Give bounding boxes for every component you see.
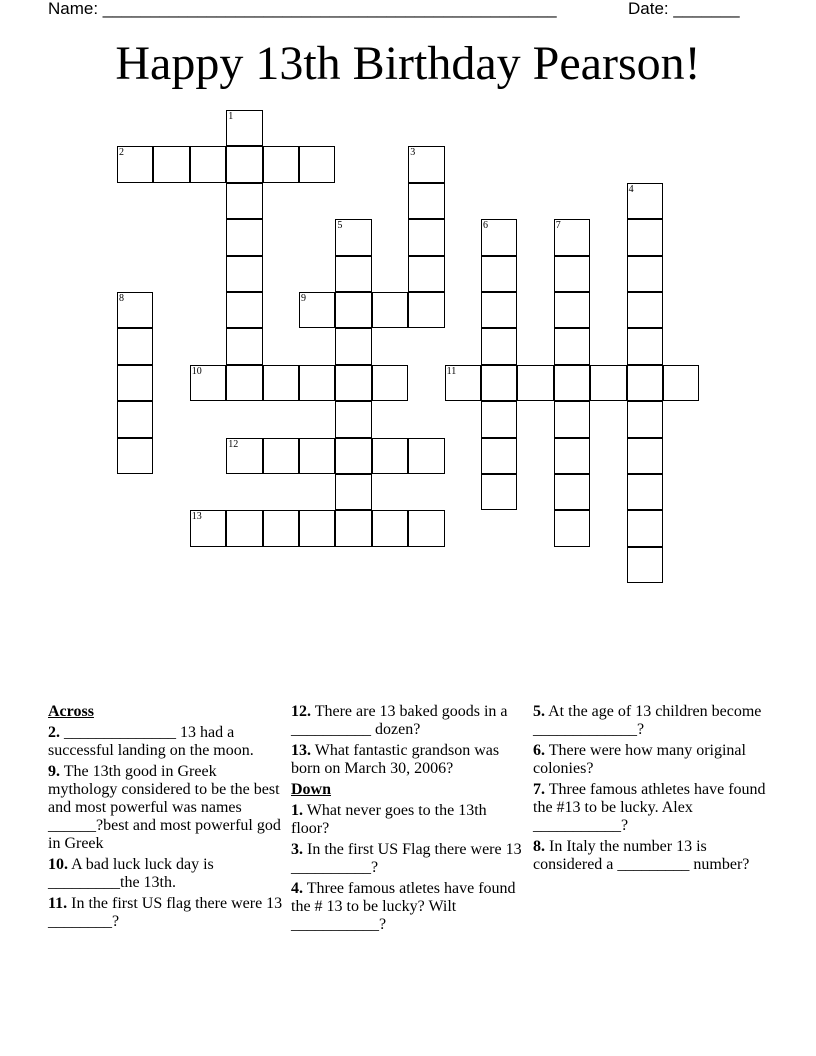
clue-number: 11. bbox=[48, 895, 68, 912]
clue-column-2 bbox=[291, 703, 527, 937]
clue-down-4 bbox=[291, 880, 527, 934]
date-field[interactable]: Date: _______ bbox=[628, 0, 740, 18]
grid-cell[interactable] bbox=[335, 438, 371, 474]
name-field[interactable]: Name: ________________________________________________ bbox=[48, 0, 557, 18]
grid-cell[interactable] bbox=[263, 146, 299, 182]
grid-cell[interactable] bbox=[117, 365, 153, 401]
clue-across-13 bbox=[291, 742, 527, 778]
clue-number: 6. bbox=[533, 742, 545, 759]
clue-text: What fantastic grandson was born on March 30, 2006? bbox=[291, 742, 500, 777]
grid-cell[interactable] bbox=[408, 438, 444, 474]
clue-number-label: 7 bbox=[555, 220, 561, 232]
grid-cell[interactable] bbox=[627, 510, 663, 546]
grid-cell[interactable] bbox=[481, 256, 517, 292]
clue-text: Three famous atletes have found the # 13 to be lucky? Wilt ___________? bbox=[291, 880, 516, 933]
grid-cell[interactable] bbox=[481, 292, 517, 328]
grid-cell[interactable] bbox=[299, 438, 335, 474]
grid-cell[interactable] bbox=[554, 292, 590, 328]
clue-number: 8. bbox=[533, 838, 545, 855]
page-title: Happy 13th Birthday Pearson! bbox=[115, 37, 701, 90]
clue-number-label: 9 bbox=[301, 293, 306, 304]
grid-cell[interactable] bbox=[117, 328, 153, 364]
clue-number-label: 13 bbox=[191, 511, 202, 523]
grid-cell[interactable] bbox=[226, 183, 262, 219]
grid-cell[interactable] bbox=[299, 365, 335, 401]
grid-cell[interactable] bbox=[335, 474, 371, 510]
grid-cell[interactable] bbox=[226, 256, 262, 292]
grid-cell[interactable] bbox=[226, 146, 262, 182]
grid-cell[interactable] bbox=[153, 146, 189, 182]
clue-number-label: 6 bbox=[483, 220, 488, 232]
grid-cell[interactable] bbox=[408, 219, 444, 255]
clue-down-3 bbox=[291, 841, 527, 877]
grid-cell[interactable] bbox=[263, 510, 299, 546]
grid-cell[interactable] bbox=[481, 365, 517, 401]
grid-cell[interactable] bbox=[554, 219, 590, 255]
grid-cell[interactable] bbox=[445, 365, 481, 401]
clue-across-10 bbox=[48, 856, 284, 892]
grid-cell[interactable] bbox=[481, 438, 517, 474]
clue-number-label: 5 bbox=[337, 220, 343, 232]
grid-cell[interactable] bbox=[627, 292, 663, 328]
grid-cell[interactable] bbox=[190, 365, 226, 401]
clue-text: At the age of 13 children become _____________? bbox=[533, 703, 762, 738]
grid-cell[interactable] bbox=[517, 365, 553, 401]
clue-text: In the first US flag there were 13 ________? bbox=[48, 895, 283, 930]
grid-cell[interactable] bbox=[627, 547, 663, 583]
grid-cell[interactable] bbox=[408, 510, 444, 546]
grid-cell[interactable] bbox=[627, 256, 663, 292]
clue-down-8 bbox=[533, 838, 769, 874]
clue-number-label: 10 bbox=[191, 365, 202, 377]
grid-cell[interactable] bbox=[372, 510, 408, 546]
grid-cell[interactable] bbox=[117, 438, 153, 474]
clue-number: 13. bbox=[291, 742, 311, 759]
clue-text: What never goes to the 13th floor? bbox=[291, 802, 487, 837]
grid-cell[interactable] bbox=[554, 328, 590, 364]
clue-text: ______________ 13 had a successful landing on the moon. bbox=[48, 724, 254, 759]
grid-cell[interactable] bbox=[554, 510, 590, 546]
grid-cell[interactable] bbox=[554, 256, 590, 292]
grid-cell[interactable] bbox=[663, 365, 699, 401]
grid-cell[interactable] bbox=[190, 510, 226, 546]
clue-text: A bad luck luck day is _________the 13th. bbox=[48, 856, 214, 891]
grid-cell[interactable] bbox=[627, 438, 663, 474]
clue-number-label: 2 bbox=[119, 147, 124, 159]
grid-cell[interactable] bbox=[335, 510, 371, 546]
grid-cell[interactable] bbox=[481, 219, 517, 255]
grid-cell[interactable] bbox=[481, 474, 517, 510]
clue-number: 1. bbox=[291, 802, 303, 819]
grid-cell[interactable] bbox=[627, 365, 663, 401]
grid-cell[interactable] bbox=[335, 256, 371, 292]
grid-cell[interactable] bbox=[226, 110, 262, 146]
grid-cell[interactable] bbox=[226, 292, 262, 328]
grid-cell[interactable] bbox=[299, 510, 335, 546]
grid-cell[interactable] bbox=[627, 474, 663, 510]
grid-cell[interactable] bbox=[299, 146, 335, 182]
grid-cell[interactable] bbox=[263, 365, 299, 401]
clue-column-3 bbox=[533, 703, 769, 877]
down-heading: Down bbox=[291, 781, 332, 798]
grid-cell[interactable] bbox=[190, 146, 226, 182]
clue-number-label: 8 bbox=[119, 293, 124, 304]
clue-text: The 13th good in Greek mythology considered to be the best and most powerful was names ______?best and most powerful god in Greek bbox=[48, 763, 281, 852]
grid-cell[interactable] bbox=[335, 292, 371, 328]
grid-cell[interactable] bbox=[226, 510, 262, 546]
clue-down-7 bbox=[533, 781, 769, 835]
clue-text: In the first US Flag there were 13 __________? bbox=[291, 841, 522, 876]
grid-cell[interactable] bbox=[627, 328, 663, 364]
across-heading: Across bbox=[48, 703, 94, 720]
grid-cell[interactable] bbox=[408, 292, 444, 328]
grid-cell[interactable] bbox=[372, 292, 408, 328]
clue-across-12 bbox=[291, 703, 527, 739]
grid-cell[interactable] bbox=[627, 401, 663, 437]
clue-number: 9. bbox=[48, 763, 60, 780]
clue-number: 7. bbox=[533, 781, 545, 798]
clue-number-label: 4 bbox=[628, 183, 634, 195]
clue-text: In Italy the number 13 is considered a _________ number? bbox=[533, 838, 750, 873]
clue-text: Three famous athletes have found the #13 to be lucky. Alex ___________? bbox=[533, 781, 766, 834]
clue-number-label: 1 bbox=[228, 111, 234, 122]
grid-cell[interactable] bbox=[627, 219, 663, 255]
grid-cell[interactable] bbox=[627, 183, 663, 219]
clue-text: There were how many original colonies? bbox=[533, 742, 746, 777]
clue-number-label: 3 bbox=[410, 147, 416, 159]
grid-cell[interactable] bbox=[226, 365, 262, 401]
clue-number: 12. bbox=[291, 703, 311, 720]
clue-down-6 bbox=[533, 742, 769, 778]
grid-cell[interactable] bbox=[117, 292, 153, 328]
grid-cell[interactable] bbox=[263, 438, 299, 474]
grid-cell[interactable] bbox=[481, 401, 517, 437]
grid-cell[interactable] bbox=[372, 438, 408, 474]
clue-across-11 bbox=[48, 895, 284, 931]
grid-cell[interactable] bbox=[408, 183, 444, 219]
grid-cell[interactable] bbox=[335, 365, 371, 401]
clue-down-5 bbox=[533, 703, 769, 739]
clue-number: 10. bbox=[48, 856, 68, 873]
clue-number: 3. bbox=[291, 841, 303, 858]
grid-cell[interactable] bbox=[117, 401, 153, 437]
clue-number-label: 12 bbox=[228, 438, 239, 450]
grid-cell[interactable] bbox=[554, 438, 590, 474]
grid-cell[interactable] bbox=[408, 256, 444, 292]
grid-cell[interactable] bbox=[554, 365, 590, 401]
grid-cell[interactable] bbox=[335, 401, 371, 437]
grid-cell[interactable] bbox=[590, 365, 626, 401]
clue-number: 2. bbox=[48, 724, 60, 741]
grid-cell[interactable] bbox=[408, 146, 444, 182]
grid-cell[interactable] bbox=[226, 438, 262, 474]
grid-cell[interactable] bbox=[554, 401, 590, 437]
clue-across-2 bbox=[48, 724, 284, 760]
clue-number: 4. bbox=[291, 880, 303, 897]
clue-number: 5. bbox=[533, 703, 545, 720]
clue-column-1 bbox=[48, 703, 284, 934]
grid-cell[interactable] bbox=[299, 292, 335, 328]
grid-cell[interactable] bbox=[372, 365, 408, 401]
clue-down-1 bbox=[291, 802, 527, 838]
clue-number-label: 11 bbox=[446, 365, 457, 377]
grid-cell[interactable] bbox=[117, 146, 153, 182]
grid-cell[interactable] bbox=[554, 474, 590, 510]
clue-text: There are 13 baked goods in a __________ dozen? bbox=[291, 703, 508, 738]
grid-cell[interactable] bbox=[335, 328, 371, 364]
grid-cell[interactable] bbox=[226, 219, 262, 255]
grid-cell[interactable] bbox=[335, 219, 371, 255]
clue-across-9 bbox=[48, 763, 284, 853]
grid-cell[interactable] bbox=[481, 328, 517, 364]
grid-cell[interactable] bbox=[226, 328, 262, 364]
